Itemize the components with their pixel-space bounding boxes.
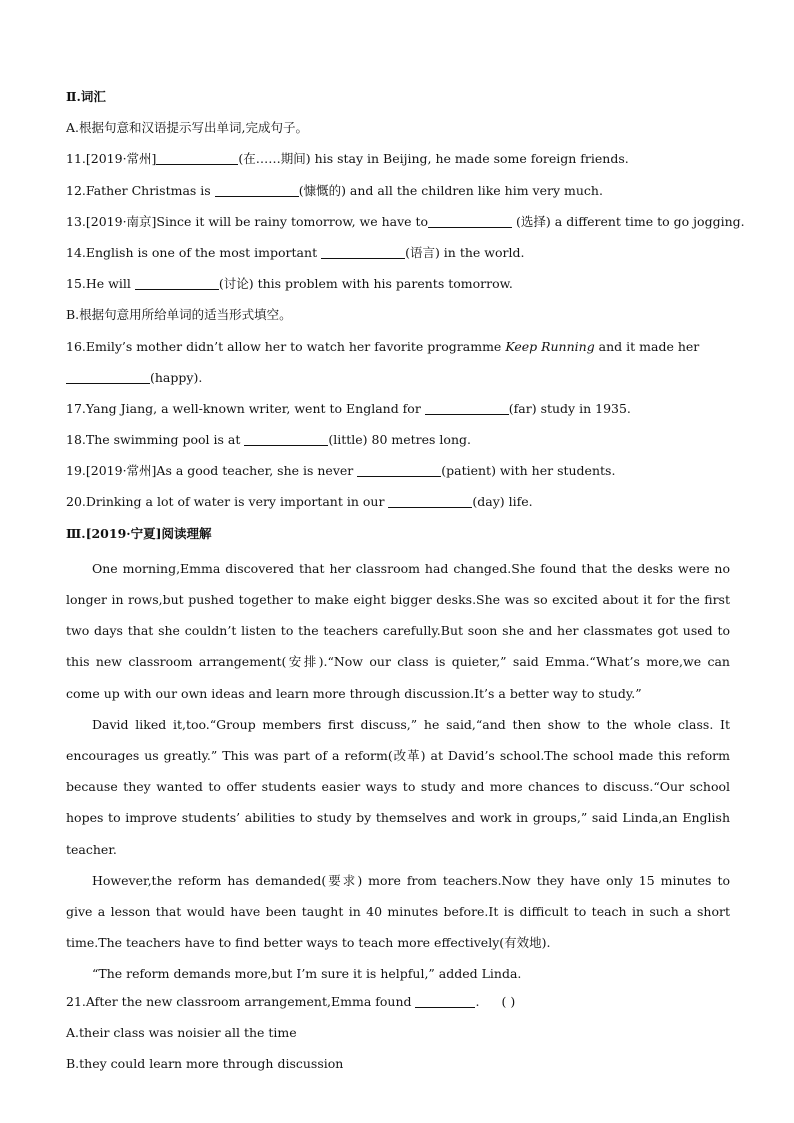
passage-paragraph-1: One morning,Emma discovered that her classroom had changed.She found that the desks were no longer in rows,but pushed together to make eight bigger desks.She was so excited about it for the first two days that she couldn’t listen to the teachers carefully.But soon she and her classmates got used to this new classroom arrangement(安排).“Now our class is quieter,” said Emma.“What’s more,we can come up with our own ideas and learn more through discussion.It’s a better way to study.” <box>66 560 730 701</box>
question-21: 21.After the new classroom arrangement,Emma found . ( ) <box>66 990 730 1021</box>
section-title-reading: Ⅲ.[2019·宁夏]阅读理解 <box>66 525 212 541</box>
question-11: 11.[2019·常州] (在……期间) his stay in Beijing, he made some foreign friends. <box>66 151 629 167</box>
part-b-instruction: B.根据句意用所给单词的适当形式填空。 <box>66 307 292 323</box>
answer-blank[interactable] <box>321 244 405 259</box>
answer-blank[interactable] <box>215 182 299 197</box>
passage-paragraph-2: David liked it,too.“Group members first discuss,” he said,“and then show to the whole class. It encourages us greatly.” This was part of a reform(改革) at David’s school.The school made this reform because they wanted to offer students easier ways to study and more chances to discuss.“Our school hopes to improve students’ abilities to study by themselves and work in groups,” said Linda,an English teacher. <box>66 716 730 857</box>
answer-blank[interactable] <box>244 431 328 446</box>
answer-blank[interactable] <box>66 369 150 384</box>
answer-blank[interactable] <box>135 275 219 290</box>
answer-blank[interactable] <box>415 993 475 1008</box>
answer-blank[interactable] <box>388 493 472 508</box>
question-14: 14.English is one of the most important (语言) in the world. <box>66 244 525 260</box>
section-title-vocabulary: Ⅱ.词汇 <box>66 89 106 104</box>
answer-blank[interactable] <box>357 462 441 477</box>
answer-blank[interactable] <box>425 400 509 415</box>
question-13: 13.[2019·南京]Since it will be rainy tomorrow, we have to (选择) a different time to go jogging. <box>66 213 745 229</box>
question-17: 17.Yang Jiang, a well-known writer, went to England for (far) study in 1935. <box>66 400 631 416</box>
answer-blank[interactable] <box>428 213 512 228</box>
option-a[interactable]: A.their class was noisier all the time <box>66 1024 297 1040</box>
question-16: 16.Emily’s mother didn’t allow her to watch her favorite programme Keep Running and it made her <box>66 338 700 354</box>
part-a-instruction: A.根据句意和汉语提示写出单词,完成句子。 <box>66 120 308 136</box>
option-b[interactable]: B.they could learn more through discussion <box>66 1056 344 1072</box>
answer-parentheses[interactable]: ( ) <box>501 993 516 1009</box>
passage-paragraph-3: However,the reform has demanded(要求) more from teachers.Now they have only 15 minutes to give a lesson that would have been taught in 40 minutes before.It is difficult to teach in such a short time.The teachers have to find better ways to teach more effectively(有效地). <box>66 872 730 951</box>
worksheet-page <box>66 85 745 1083</box>
question-19: 19.[2019·常州]As a good teacher, she is never (patient) with her students. <box>66 463 616 479</box>
question-18: 18.The swimming pool is at (little) 80 metres long. <box>66 432 471 448</box>
question-20: 20.Drinking a lot of water is very important in our (day) life. <box>66 494 533 510</box>
question-16-continued: (happy). <box>66 366 730 397</box>
question-15: 15.He will (讨论) this problem with his parents tomorrow. <box>66 276 513 292</box>
passage-paragraph-4: “The reform demands more,but I’m sure it is helpful,” added Linda. <box>92 966 522 982</box>
question-12: 12.Father Christmas is (慷慨的) and all the children like him very much. <box>66 182 603 198</box>
answer-blank[interactable] <box>156 150 238 165</box>
